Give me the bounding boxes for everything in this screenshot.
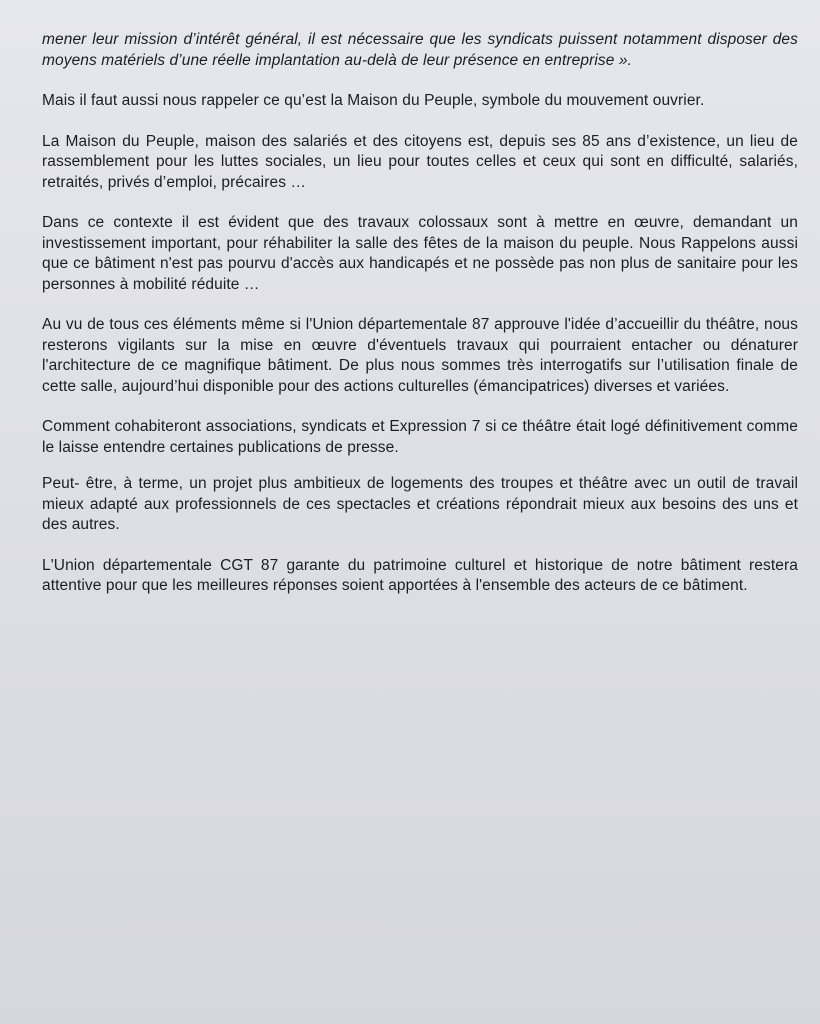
paragraph-maison-du-peuple-history: La Maison du Peuple, maison des salariés et des citoyens est, depuis ses 85 ans d’existence, un lieu de rassemblement pour les luttes sociales, un lieu pour toutes celles et ceux qui sont en difficulté, salariés, retraités, privés d’emploi, précaires … <box>42 132 798 191</box>
paragraph-conclusion: L'Union départementale CGT 87 garante du patrimoine culturel et historique de notre bâtiment restera attentive pour que les meilleures réponses soient apportées à l'ensemble des acteurs de ce bâtiment. <box>42 556 798 594</box>
paragraph-quote-continuation: mener leur mission d’intérêt général, il est nécessaire que les syndicats puissent notamment disposer des moyens matériels d’une réelle implantation au-delà de leur présence en entreprise ». <box>42 31 798 69</box>
paragraph-future-project: Peut- être, à terme, un projet plus ambitieux de logements des troupes et théâtre avec un outil de travail mieux adapté aux professionnels de ces spectacles et créations répondrait mieux aux besoins des uns et des autres. <box>42 475 798 533</box>
paragraph-maison-du-peuple-intro: Mais il faut aussi nous rappeler ce qu’est la Maison du Peuple, symbole du mouvement ouvrier. <box>42 92 705 109</box>
paragraph-cohabitation-question: Comment cohabiteront associations, syndicats et Expression 7 si ce théâtre était logé définitivement comme le laisse entendre certaines publications de presse. <box>42 418 798 456</box>
paragraph-renovation-context: Dans ce contexte il est évident que des travaux colossaux sont à mettre en œuvre, demandant un investissement important, pour réhabiliter la salle des fêtes de la maison du peuple. Nous Rappelons aussi que ce bâtiment n'est pas pourvu d'accès aux handicapés et ne possède pas non plus de sanitaire pour les personnes à mobilité réduite … <box>42 214 798 293</box>
paragraph-union-position: Au vu de tous ces éléments même si l'Union départementale 87 approuve l'idée d’accueillir du théâtre, nous resterons vigilants sur la mise en œuvre d'éventuels travaux qui pourraient entacher ou dénaturer l'architecture de ce magnifique bâtiment. De plus nous sommes très interrogatifs sur l’utilisation finale de cette salle, aujourd’hui disponible pour des actions culturelles (émancipatrices) diverses et variées. <box>42 316 798 395</box>
